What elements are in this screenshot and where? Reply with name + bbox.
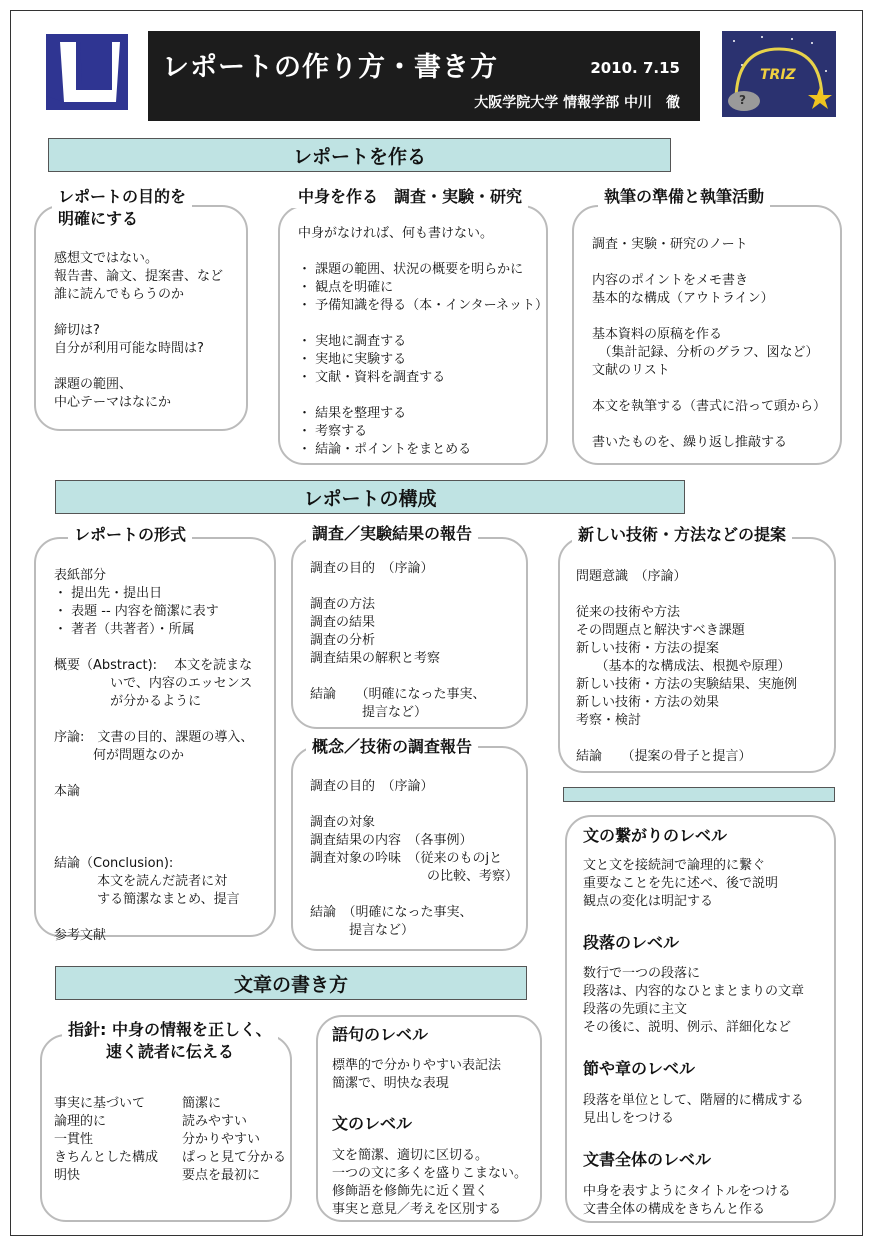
badge-question-mark: ?	[739, 93, 746, 107]
drafting-title: 執筆の準備と執筆活動	[598, 186, 770, 208]
badge-text: TRIZ	[760, 67, 796, 83]
guideline-left-list: 事実に基づいて 論理的に 一貫性 きちんとした構成 明快	[54, 1096, 159, 1183]
proposal-text: 問題意識 （序論） 従来の技術や方法 その問題点と解決すべき課題 新しい技術・方法の提案 （基本的な構成法、根拠や原理） 新しい技術・方法の実験結果、実施例 新しい技術・方法の効果 考察・検討 結論 （提案の骨子と提言）	[576, 569, 798, 764]
format-text: 表紙部分 ・ 提出先・提出日 ・ 表題 -- 内容を簡潔に表す ・ 著者（共著者）・所属 概要（Abstract): 本文を読まな いで、内容のエッセンス が分かるように 序論: 文書の目的、課題の導入、 何が問題なのか 本論 結論（Conclusion): 本文を読んだ読者に対 する簡潔なまとめ、提言 参考文献	[54, 568, 254, 943]
survey-report-text: 調査の目的 （序論） 調査の方法 調査の結果 調査の分析 調査結果の解釈と考察 結論 （明確になった事実、 提言など）	[310, 561, 486, 720]
sentence-level-title: 文のレベル	[332, 1114, 413, 1133]
connection-level-title: 文の繋がりのレベル	[583, 826, 728, 845]
proposal-title: 新しい技術・方法などの提案	[572, 524, 792, 546]
format-title: レポートの形式	[68, 524, 192, 546]
section-structure: レポートの構成	[55, 480, 685, 514]
guideline-title: 指針: 中身の情報を正しく、 速く読者に伝える	[62, 1019, 278, 1063]
sentence-level-text: 文を簡潔、適切に区切る。 一つの文に多くを盛りこまない。 修飾語を修飾先に近く置く 事実と意見／考えを区別する	[332, 1148, 528, 1217]
paragraph-level-title: 段落のレベル	[583, 933, 680, 952]
purpose-text: 感想文ではない。 報告書、論文、提案書、など 誰に読んでもらうのか 締切は? 自分が利用可能な時間は? 課題の範囲、 中心テーマはなにか	[54, 251, 224, 410]
drafting-text: 調査・実験・研究のノート 内容のポイントをメモ書き 基本的な構成（アウトライン） 基本資料の原稿を作る （集計記録、分析のグラフ、図など） 文献のリスト 本文を執筆する（書式に沿って頭から） 書いたものを、繰り返し推敲する	[592, 237, 827, 450]
section-make: レポートを作る	[48, 138, 671, 172]
content-text: 中身がなければ、何も書けない。 ・ 課題の範囲、状況の概要を明らかに ・ 観点を明確に ・ 予備知識を得る（本・インターネット） ・ 実地に調査する ・ 実地に実験する ・ 文献・資料を調査する ・ 結果を整理する ・ 考察する ・ 結論・ポイントをまとめる	[298, 226, 548, 457]
title-banner	[148, 31, 700, 121]
document-title: レポートの作り方・書き方	[162, 52, 498, 83]
document-author: 大阪学院大学 情報学部 中川 徹	[474, 95, 680, 111]
document-level-text: 中身を表すようにタイトルをつける 文書全体の構成をきちんと作る	[583, 1184, 791, 1217]
triz-badge	[722, 31, 836, 117]
content-title: 中身を作る 調査・実験・研究	[292, 186, 528, 208]
paragraph-level-text: 数行で一つの段落に 段落は、内容的なひとまとまりの文章 段落の先頭に主文 その後に、説明、例示、詳細化など	[583, 966, 805, 1035]
purpose-title: レポートの目的を 明確にする	[52, 186, 192, 230]
document-level-title: 文書全体のレベル	[583, 1150, 712, 1169]
connection-level-text: 文と文を接続詞で論理的に繋ぐ 重要なことを先に述べ、後で説明 観点の変化は明記する	[583, 858, 779, 909]
document-date: 2010. 7.15	[590, 59, 680, 77]
chapter-level-title: 節や章のレベル	[583, 1059, 696, 1078]
university-logo	[46, 34, 128, 110]
survey-report-title: 調査／実験結果の報告	[306, 523, 478, 545]
phrase-level-text: 標準的で分かりやすい表記法 簡潔で、明快な表現	[332, 1058, 502, 1091]
section-writing: 文章の書き方	[55, 966, 527, 1000]
guideline-right-list: 簡潔に 読みやすい 分かりやすい ぱっと見て分かる 要点を最初に	[182, 1096, 287, 1183]
tech-survey-title: 概念／技術の調査報告	[306, 736, 478, 758]
phrase-level-title: 語句のレベル	[332, 1025, 429, 1044]
tech-survey-text: 調査の目的 （序論） 調査の対象 調査結果の内容 （各事例） 調査対象の吟味 （従来のものjと の比較、考察） 結論 （明確になった事実、 提言など）	[310, 779, 519, 938]
chapter-level-text: 段落を単位として、階層的に構成する 見出しをつける	[583, 1093, 804, 1126]
section-bar-right	[563, 787, 835, 802]
